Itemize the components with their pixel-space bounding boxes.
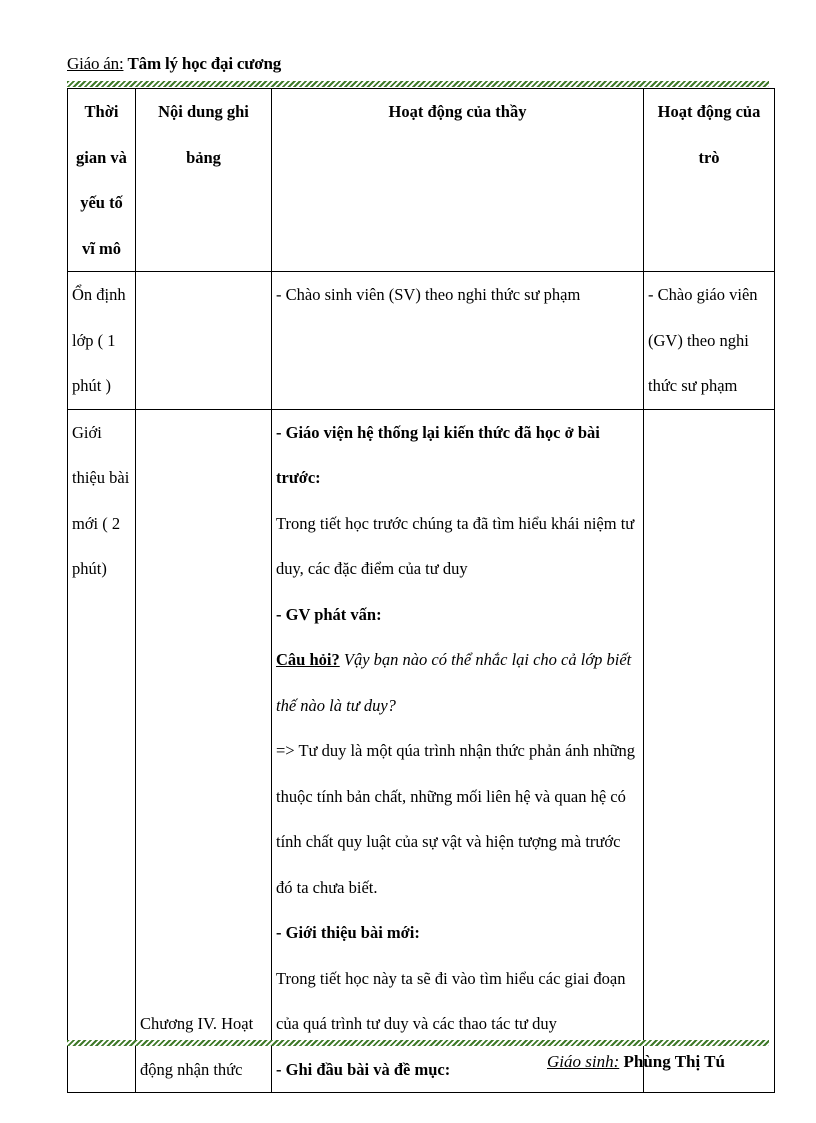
- column-header-time: Thời gian và yếu tố vĩ mô: [68, 89, 136, 272]
- cell-stabilize-time: Ổn định lớp ( 1 phút ): [68, 272, 136, 410]
- answer-text: => Tư duy là một qúa trình nhận thức phản ánh những thuộc tính bản chất, những mối liên hệ và quan hệ có tính chất quy luật của sự vật và hiện tượng mà trước đó ta chưa biết.: [276, 741, 636, 897]
- new-lesson-heading: - Giới thiệu bài mới:: [276, 923, 420, 942]
- footer-label: Giáo sinh:: [547, 1052, 620, 1071]
- course-title: Tâm lý học đại cương: [127, 54, 282, 73]
- title-heading: - Ghi đầu bài và đề mục:: [276, 1059, 451, 1079]
- column-header-student: Hoạt động của trò: [644, 89, 775, 272]
- header-label: Giáo án:: [67, 54, 124, 73]
- cell-stabilize-teacher: - Chào sinh viên (SV) theo nghi thức sư phạm: [272, 272, 644, 410]
- cell-intro-teacher: [272, 409, 644, 1093]
- lesson-plan-table: [67, 88, 775, 1093]
- table-row: [68, 272, 775, 410]
- document-header: [67, 54, 281, 74]
- question-label: Câu hỏi?: [276, 650, 340, 669]
- column-header-teacher: Hoạt động của thầy: [272, 89, 644, 272]
- author-name: Phùng Thị Tú: [623, 1052, 725, 1071]
- review-text: Trong tiết học trước chúng ta đã tìm hiểu khái niệm tư duy, các đặc điểm của tư duy: [276, 513, 635, 578]
- top-decorative-border: [67, 81, 769, 87]
- table-row: [68, 409, 775, 1093]
- table-header-row: [68, 89, 775, 272]
- ask-heading: - GV phát vấn:: [276, 604, 382, 624]
- new-lesson-text: Trong tiết học này ta sẽ đi vào tìm hiểu các giai đoạn của quá trình tư duy và các thao tác tư duy: [276, 968, 626, 1033]
- cell-intro-time: Giới thiệu bài mới ( 2 phút): [68, 409, 136, 1093]
- question-text: Vậy bạn nào có thể nhắc lại cho cả lớp biết thế nào là tư duy?: [276, 650, 632, 715]
- bottom-decorative-border: [67, 1040, 769, 1046]
- cell-intro-content: [136, 409, 272, 1093]
- question-block: [276, 637, 639, 728]
- chapter-title: Chương IV. Hoạt động nhận thức: [140, 1014, 254, 1079]
- cell-stabilize-student: - Chào giáo viên (GV) theo nghi thức sư phạm: [644, 272, 775, 410]
- cell-intro-student: [644, 409, 775, 1093]
- column-header-content: Nội dung ghi bảng: [136, 89, 272, 272]
- review-heading: - Giáo viện hệ thống lại kiến thức đã học ở bài trước:: [276, 422, 600, 487]
- document-footer: [547, 1052, 725, 1072]
- cell-stabilize-content: [136, 272, 272, 410]
